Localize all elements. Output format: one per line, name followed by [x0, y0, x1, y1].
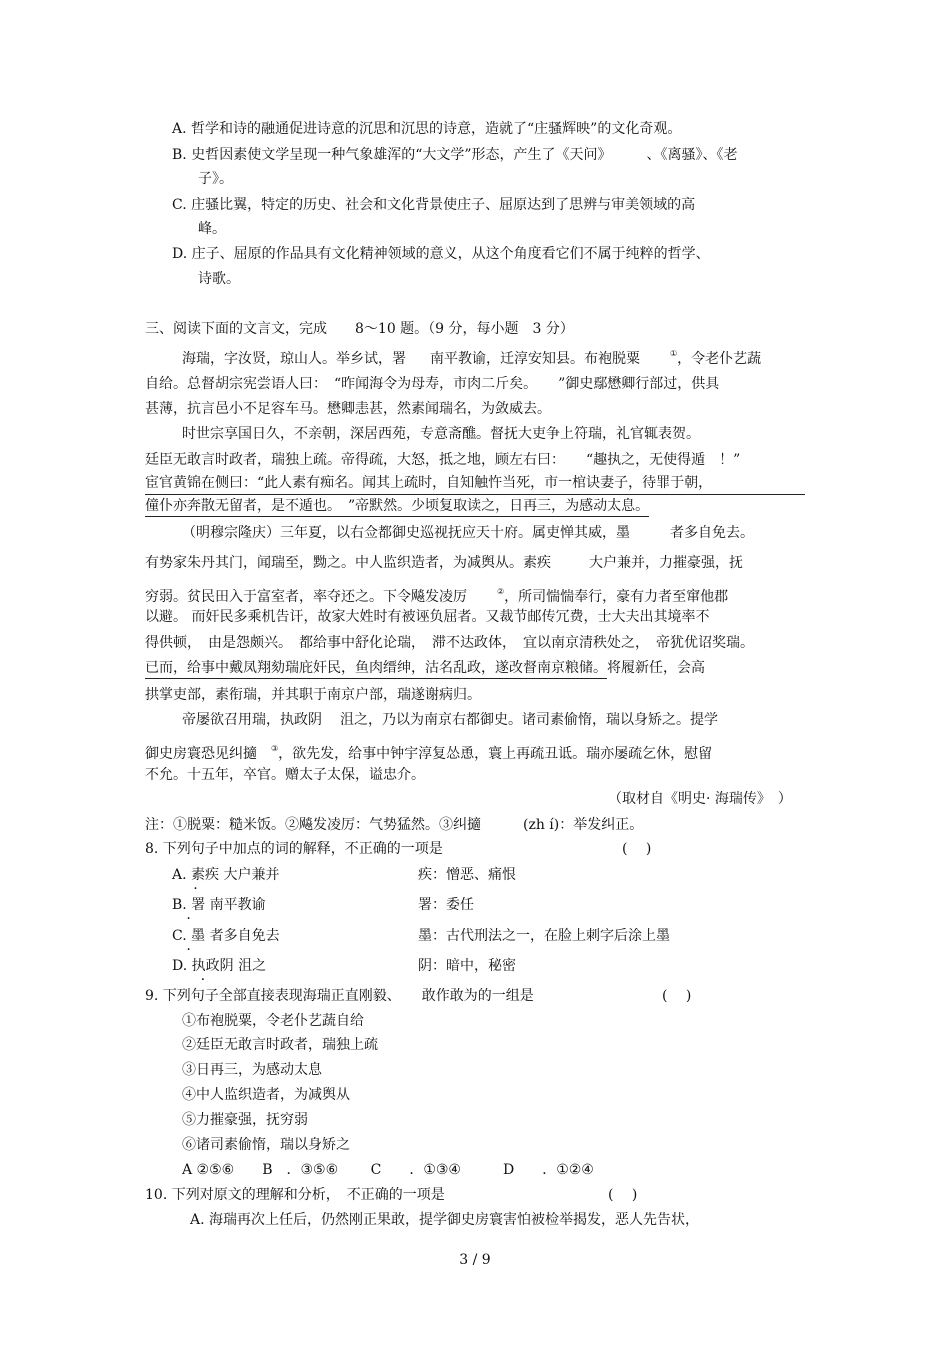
q9-item: ⑤力摧豪强，抚穷弱	[182, 1112, 308, 1128]
passage-line: 甚薄，抗言邑小不足容车马。懋卿恚甚，然素闻瑞名，为敛威去。	[145, 401, 551, 417]
option-d-cont: 诗歌。	[198, 271, 240, 287]
option-label: C. 墨 .	[172, 928, 205, 944]
passage-text: 者多自免去。	[670, 525, 754, 541]
option-c-cont: 峰。	[198, 221, 226, 237]
passage-text: 南平教谕，迁淳安知县。布袍脱粟	[430, 351, 640, 367]
q9-item: ③日再三，为感动太息	[182, 1062, 322, 1078]
footnote-mark: ③	[271, 744, 279, 753]
option-a: A. 哲学和诗的融通促进诗意的沉思和沉思的诗意，造就了“庄骚辉映”的文化奇观。	[172, 121, 682, 137]
passage-text: 穷弱。贫民田入于富室者，率夺还之。下令飚发凌厉	[145, 589, 467, 605]
underlined-text: 僮仆亦奔散无留者，是不遁也。 ”帝默然。少顷复取读之，日再三，为感动太息。	[145, 498, 649, 517]
option-c: C. 庄骚比翼，特定的历史、社会和文化背景使庄子、屈原达到了思辨与审美领域的高	[172, 197, 696, 213]
passage-line	[145, 740, 712, 763]
passage-line: 拱掌吏部，素衔瑞，并其职于南京户部，瑞遂谢病归。	[145, 687, 481, 703]
footnote-mark: ②	[497, 587, 505, 596]
underlined-text: 宦官黄锦在侧曰：“此人素有痴名。闻其上疏时，自知触忤当死，市一棺诀妻子，待罪于朝，	[145, 474, 805, 495]
answer-paren: ( )	[622, 841, 652, 857]
passage-text: 大户兼并，力摧豪强，抚	[589, 555, 743, 571]
q9-stem: 9. 下列句子全部直接表现海瑞正直刚毅、 敢作敢为的一组是	[145, 988, 534, 1004]
passage-line	[145, 659, 705, 677]
passage-line	[182, 524, 754, 542]
option-d: D. 庄子、屈原的作品具有文化精神领域的意义，从这个角度看它们不属于纯粹的哲学、	[172, 246, 710, 262]
passage-line: 得供顿， 由是怨颇兴。 都给事中舒化论瑞， 滞不达政体， 宜以南京清秩处之， 帝犹优诏奖瑞。	[145, 635, 754, 651]
passage-line	[182, 711, 718, 729]
option-label: D. 执政阴 .	[172, 958, 234, 974]
passage-line	[182, 345, 761, 368]
passage-text: ，欲先发，给事中钟宇淳复怂恿，寰上再疏丑诋。瑞亦屡疏乞休，慰留	[278, 746, 713, 762]
passage-line: 以避。 而奸民多乘机告讦，故家大姓时有被诬负屈者。又裁节邮传冗费，士大夫出其境率不	[145, 609, 710, 625]
q9-item: ②廷臣无敢言时政者，瑞独上疏	[182, 1037, 378, 1053]
passage-line: 时世宗享国日久，不亲朝，深居西苑，专意斋醮。督抚大吏争上符瑞，礼官辄表贺。	[182, 426, 700, 442]
option-text: 沮之	[233, 958, 267, 974]
option-b-cont: 子》。	[198, 171, 233, 187]
passage-line	[145, 497, 649, 515]
q8-option	[172, 866, 279, 884]
option-text: 大户兼并	[219, 867, 280, 883]
passage-line: 廷臣无敢言时政者，瑞独上疏。帝得疏，大怒，抵之地，顾左右曰： “趣执之，无使得遁 ！”	[145, 452, 741, 468]
q10-option-a: A. 海瑞再次上任后，仍然刚正果敢，提学御史房寰害怕被检举揭发，恶人先告状，	[190, 1212, 700, 1228]
answer-paren: ( )	[608, 1187, 638, 1203]
passage-line	[145, 554, 743, 572]
q9-item: ①布袍脱粟，令老仆艺蔬自给	[182, 1013, 364, 1029]
q9-item: ④中人监织造者，为减舆从	[182, 1087, 350, 1103]
option-text: 者多自免去	[205, 928, 280, 944]
q8-option	[172, 927, 280, 945]
underlined-text: 已而，给事中戴凤翔劾瑞庇奸民，鱼肉缙绅，沽名乱政，遂改督南京粮储。	[145, 660, 607, 679]
footnote-mark: ①	[670, 349, 678, 358]
passage-text: 海瑞，字汝贤，琼山人。举乡试，署	[182, 351, 406, 367]
q8-option	[172, 957, 266, 975]
passage-text: 御史房寰恐见纠擿	[145, 746, 257, 762]
option-b: B. 史哲因素使文学呈现一种气象雄浑的“大文学”形态，产生了《天问》 、《离骚》、《老	[172, 147, 738, 163]
passage-text: （明穆宗隆庆）三年夏，以右佥都御史巡视抚应天十府。属吏惮其威，墨	[182, 525, 630, 541]
q8-explanation: 署：委任	[418, 897, 474, 913]
passage-text: ，所司惴惴奉行，豪有力者至窜他郡	[504, 589, 729, 605]
answer-paren: ( )	[662, 988, 692, 1004]
passage-text: 沮之，乃以为南京右都御史。诸司素偷惰，瑞以身矫之。提学	[340, 712, 718, 728]
q8-stem: 8. 下列句子中加点的词的解释，不正确的一项是	[145, 841, 443, 857]
q8-explanation: 阴：暗中，秘密	[418, 958, 516, 974]
passage-line: 自给。总督胡宗宪尝语人曰： “昨闻海令为母寿，市肉二斤矣。 ”御史鄢懋卿行部过，供具	[145, 376, 720, 392]
q8-explanation: 墨：古代刑法之一，在脸上刺字后涂上墨	[418, 928, 670, 944]
section-heading: 三、阅读下面的文言文，完成 8～10 题。（9 分，每小题 3 分）	[145, 321, 574, 337]
option-text: 南平教谕	[205, 897, 266, 913]
q8-option	[172, 896, 266, 914]
footnote-line: 注：①脱粟：糙米饭。②飚发凌厉：气势猛然。③纠擿 (zh í)：举发纠正。	[145, 817, 644, 833]
passage-text: 帝屡欲召用瑞，执政阴	[182, 712, 322, 728]
passage-line	[145, 474, 805, 495]
passage-text: 将履新任，会高	[607, 660, 705, 676]
passage-text: ，令老仆艺蔬	[677, 351, 762, 367]
source-citation: （取材自《明史· 海瑞传》 ）	[608, 791, 792, 807]
passage-line	[145, 583, 728, 606]
q10-stem: 10. 下列对原文的理解和分析， 不正确的一项是	[145, 1187, 445, 1203]
q8-explanation: 疾：憎恶、痛恨	[418, 867, 516, 883]
option-label: A. 素疾 .	[172, 867, 219, 883]
page-number: 3 / 9	[459, 1252, 491, 1268]
passage-line: 不允。十五年，卒官。赠太子太保，谥忠介。	[145, 767, 425, 783]
q9-choices: A ②⑤⑥ B ．③⑤⑥ C ．①③④ D ．①②④	[182, 1162, 594, 1178]
option-label: B. 署 .	[172, 897, 205, 913]
passage-text: 有势家朱丹其门，闻瑞至，黝之。中人监织造者，为减舆从。素疾	[145, 555, 551, 571]
q9-item: ⑥诸司素偷惰，瑞以身矫之	[182, 1137, 350, 1153]
